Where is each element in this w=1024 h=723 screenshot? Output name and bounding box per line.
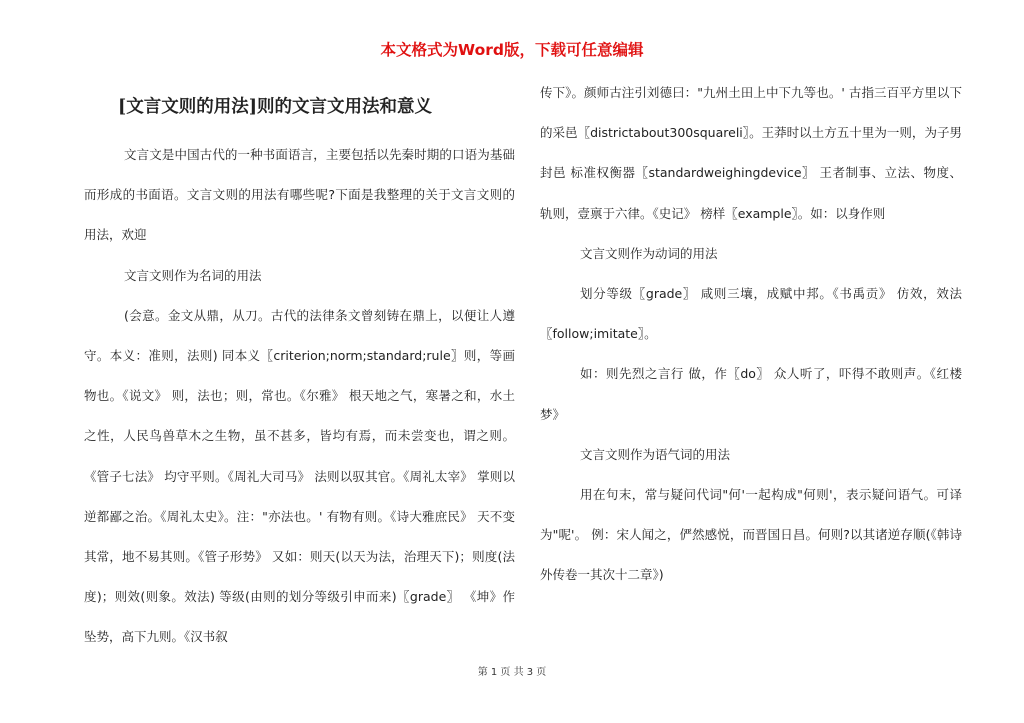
left-column (84, 135, 515, 658)
section-heading-noun: 文言文则作为名词的用法 (124, 267, 262, 283)
verb-usage-paragraph: 划分等级〖grade〗 咸则三壤，成赋中邦。《书禹贡》 仿效，效法〖follow;imitate〗。 (540, 286, 962, 342)
section-heading-particle: 文言文则作为语气词的用法 (580, 446, 731, 462)
section-heading-verb: 文言文则作为动词的用法 (580, 245, 718, 261)
verb-usage-example: 如：则先烈之言行 做，作〖do〗 众人听了，吓得不敢则声。《红楼梦》 (540, 366, 962, 422)
download-banner: 本文格式为Word版，下载可任意编辑 (380, 41, 644, 59)
document-title: [文言文则的用法]则的文言文用法和意义 (118, 97, 433, 117)
right-column (540, 73, 962, 596)
intro-paragraph: 文言文是中国古代的一种书面语言，主要包括以先秦时期的口语为基础而形成的书面语。文言文则的用法有哪些呢?下面是我整理的关于文言文则的用法，欢迎 (84, 147, 515, 243)
noun-usage-continued: 传下》。颜师古注引刘德曰："九州土田上中下九等也。' 古指三百平方里以下的采邑〖districtabout300squareli〗。王莽时以土方五十里为一则，为子男封邑 标准权衡器〖standardweighingdevice〗 王者制事、立法、物度、轨则，壹禀于六律。《史记》 榜样〖example〗。如：以身作则 (540, 85, 962, 221)
noun-usage-paragraph: (会意。金文从鼎，从刀。古代的法律条文曾刻铸在鼎上，以便让人遵守。本义：准则，法则) 同本义〖criterion;norm;standard;rule〗则，等画物也。《说文》 则，法也；则，常也。《尔雅》 根天地之气，寒暑之和，水土之性，人民鸟兽草木之生物，虽不甚多，皆均有焉，而未尝变也，谓之则。《管子七法》 均守平则。《周礼大司马》 法则以驭其官。《周礼太宰》 掌则以逆都鄙之治。《周礼太史》。注："亦法也。' 有物有则。《诗大雅庶民》 天不变其常，地不易其则。《管子形势》 又如：则天(以天为法，治理天下)；则度(法度)；则效(则象。效法) 等级(由则的划分等级引申而来)〖grade〗 《坤》作坠势，高下九则。《汉书叙 (84, 307, 515, 645)
particle-usage-paragraph: 用在句末，常与疑问代词"何'一起构成"何则'，表示疑问语气。可译为"呢'。 例：宋人闻之，俨然感悦，而晋国日昌。何则?以其诸逆存顺(《韩诗外传卷一其次十二章》) (540, 487, 962, 583)
page-number: 第 1 页 共 3 页 (477, 667, 547, 678)
